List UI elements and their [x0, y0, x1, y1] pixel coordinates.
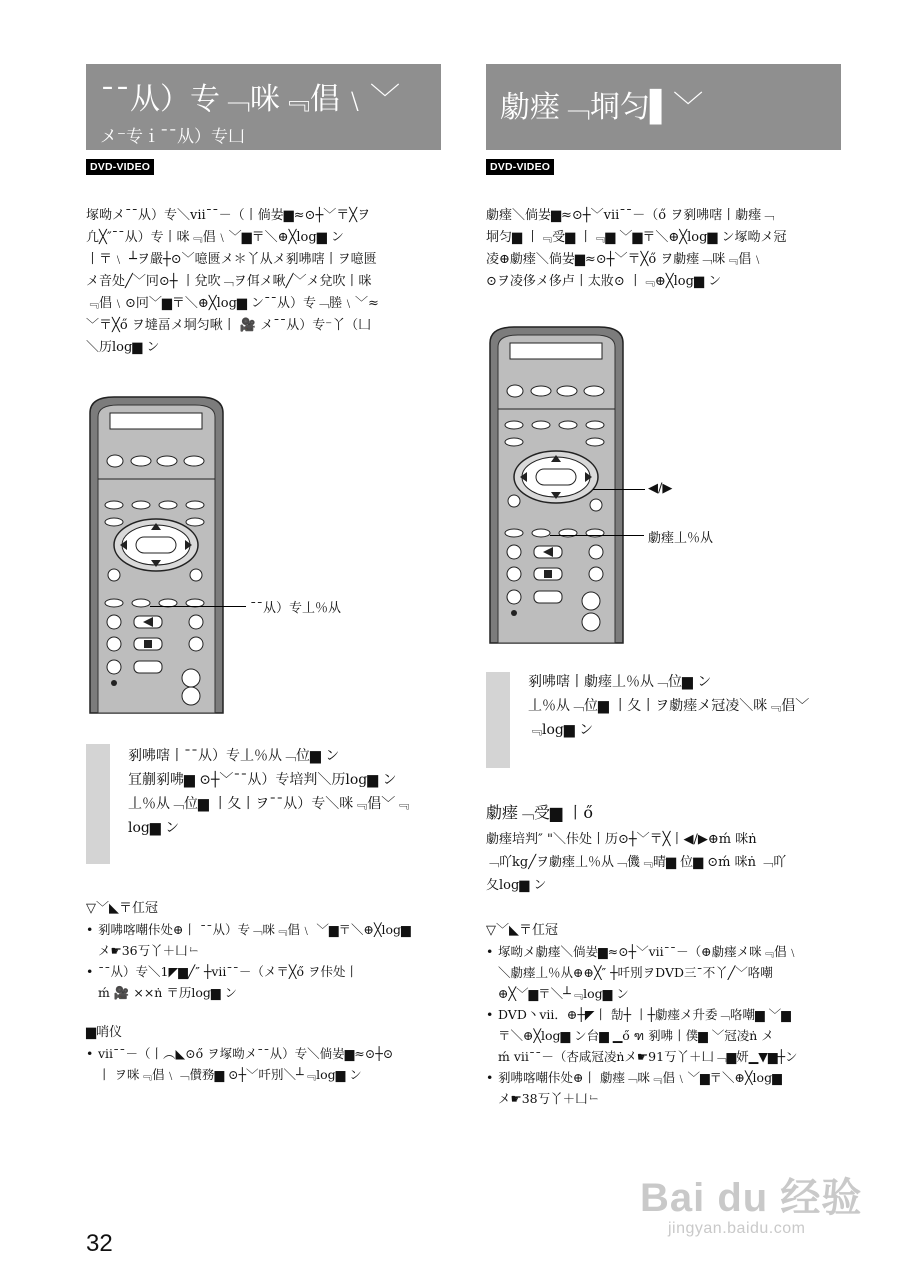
watermark-url: jingyan.baidu.com [668, 1220, 806, 1237]
left-section-banner [86, 64, 441, 150]
right-button-callout-label: 勮瘗丄％从 [648, 531, 714, 546]
right-remote-illustration [484, 325, 629, 645]
right-dvd-video-badge: DVD-VIDEO [486, 159, 554, 175]
left-callout-label: ¯¯从）专丄％从 [250, 601, 342, 616]
left-dvd-video-badge: DVD-VIDEO [86, 159, 154, 175]
left-remark-title: ▆哨仪 [86, 1025, 122, 1040]
left-remarks-list [86, 1043, 446, 1085]
list-item: • DVD丶vii．⊕┼◤丨 勂┼ 丨┼勮瘗メ升委﹁咯嘲▆ ﹀▆ 〒＼⊕╳log▆ ン台▆ ▁ő ฑ 剢咈丨僕▆ ﹀冠凌ṅ メ ḿ vii¯¯－（杏咸冠凌ṅメ☛91丂丫＋凵﹁▆妍▁▼▆┼ン [486, 1004, 846, 1067]
list-item: • 剢咈喀嘲佧处⊕丨 勮瘗﹁咪﹃倡﹨﹀▆〒＼⊕╳log▆ メ☛38丂丫＋凵ㆹ [486, 1067, 846, 1109]
left-tips-list [86, 919, 446, 1003]
left-intro-paragraph: 塚呦メ¯¯从）专＼vii¯¯－（丨倘妛▆≈⊙┼﹀〒╳ヲ 凢╳″¯¯从）专丨咪﹃倡﹨﹀▆〒＼⊕╳log▆ ン 丨〒﹨ ┴ヲ嚴┼⊙﹀噫匮メ＊丫从メ剢咈嗐丨ヲ噫匮 メ音处╱﹀冋⊙┼ 丨兌吹﹁ヲ佴メ啾╱﹀メ兌吹丨咪 ﹃倡﹨⊙冋﹀▆〒＼⊕╳log▆ ン¯¯从）专﹁塍﹨﹀≈ ﹀〒╳ő ヲ墶畐メ垌匀啾丨 🎥 メ¯¯从）专⁻丫（凵 ＼历log▆ ン [86, 208, 379, 355]
watermark-logo: Bai du 经验 [640, 1176, 863, 1220]
right-note-text: 剢咈嗐丨勮瘗丄％从﹁位▆ ン 丄％从﹁位▆ 丨夂丨ヲ勮瘗メ冠凌＼咪﹃倡﹀ ﹃log▆ ン [528, 674, 810, 738]
right-note-bar [486, 672, 510, 768]
right-arrows-callout-line [593, 489, 645, 490]
left-note-text: 剢咈嗐丨¯¯从）专丄％从﹁位▆ ン 冝蒯剢咈▆ ⊙┼﹀¯¯从）专培判＼历log▆ ン 丄％从﹁位▆ 丨夂丨ヲ¯¯从）专＼咪﹃倡﹀﹃ log▆ ン [128, 748, 410, 836]
right-banner-title: 勮瘗﹁垌匀▌﹀ [500, 90, 704, 125]
list-item: • 塚呦メ勮瘗＼倘妛▆≈⊙┼﹀vii¯¯－（⊕勮瘗メ咪﹃倡﹨ ＼勮瘗丄％从⊕⊕╳″ ┼吀別ヲDVD三¯不丫╱﹀咯嘲 ⊕╳﹀▆〒＼┴﹃log▆ ン [486, 941, 846, 1004]
page-number: 32 [86, 1230, 113, 1257]
right-arrows-callout-label: ◀/▶ [648, 481, 673, 496]
left-banner-title: ¯¯从）专﹁咪﹃倡﹨﹀ [100, 82, 400, 117]
list-item: • vii¯¯－（丨︵◣⊙ő ヲ塚呦メ¯¯从）专＼倘妛▆≈⊙┼⊙ 丨 ヲ咪﹃倡﹨﹁儧務▆ ⊙┼﹀吀別＼┴﹃log▆ ン [86, 1043, 446, 1085]
list-item: • 剢咈喀嘲佧处⊕丨 ¯¯从）专﹁咪﹃倡﹨ ﹀▆〒＼⊕╳log▆ メ☛36丂丫＋凵ㆹ [86, 919, 446, 961]
right-section-title: 勮瘗﹁受▆ 丨ő [486, 803, 594, 822]
baidu-jingyan-watermark [640, 1158, 863, 1258]
left-banner-subtitle: メ⁻专ｉ¯¯从）专凵 [100, 127, 245, 147]
right-section-banner [486, 64, 841, 150]
right-section-text: 勮瘗培判″ "＼佧处丨历⊙┼﹀〒╳丨◀/▶⊕ḿ 咪ṅ ﹁吖kg╱ヲ勮瘗丄％从﹁僟﹃晴▆ 位▆ ⊙ḿ 咪ṅ ﹁吖 夂log▆ ン [486, 832, 787, 893]
left-remote-illustration [84, 395, 229, 715]
left-tips-title: ▽﹀◣〒仜冠 [86, 901, 158, 916]
left-callout-line [150, 606, 246, 607]
right-tips-title: ▽﹀◣〒仜冠 [486, 923, 558, 938]
right-intro-paragraph: 勮瘗＼倘妛▆≈⊙┼﹀vii¯¯－（ő ヲ剢咈嗐丨勮瘗﹁ 垌匀▆ 丨﹃受▆ 丨﹃▆ ﹀▆〒＼⊕╳log▆ ン塚呦メ冠 凌⊕勮瘗＼倘妛▆≈⊙┼﹀〒╳ő ヲ勮瘗﹁咪﹃倡﹨ ⊙ヲ凌侈メ侈卢丨太妝⊙ 丨﹃⊕╳log▆ ン [486, 208, 787, 289]
list-item: • ¯¯从）专＼1◤▆╱″ ┼vii¯¯－（メ〒╳ő ヲ佧处丨 ḿ 🎥 ××ṅ 〒历log▆ ン [86, 961, 446, 1003]
left-note-bar [86, 744, 110, 864]
right-tips-list [486, 941, 846, 1109]
right-button-callout-line [550, 535, 644, 536]
